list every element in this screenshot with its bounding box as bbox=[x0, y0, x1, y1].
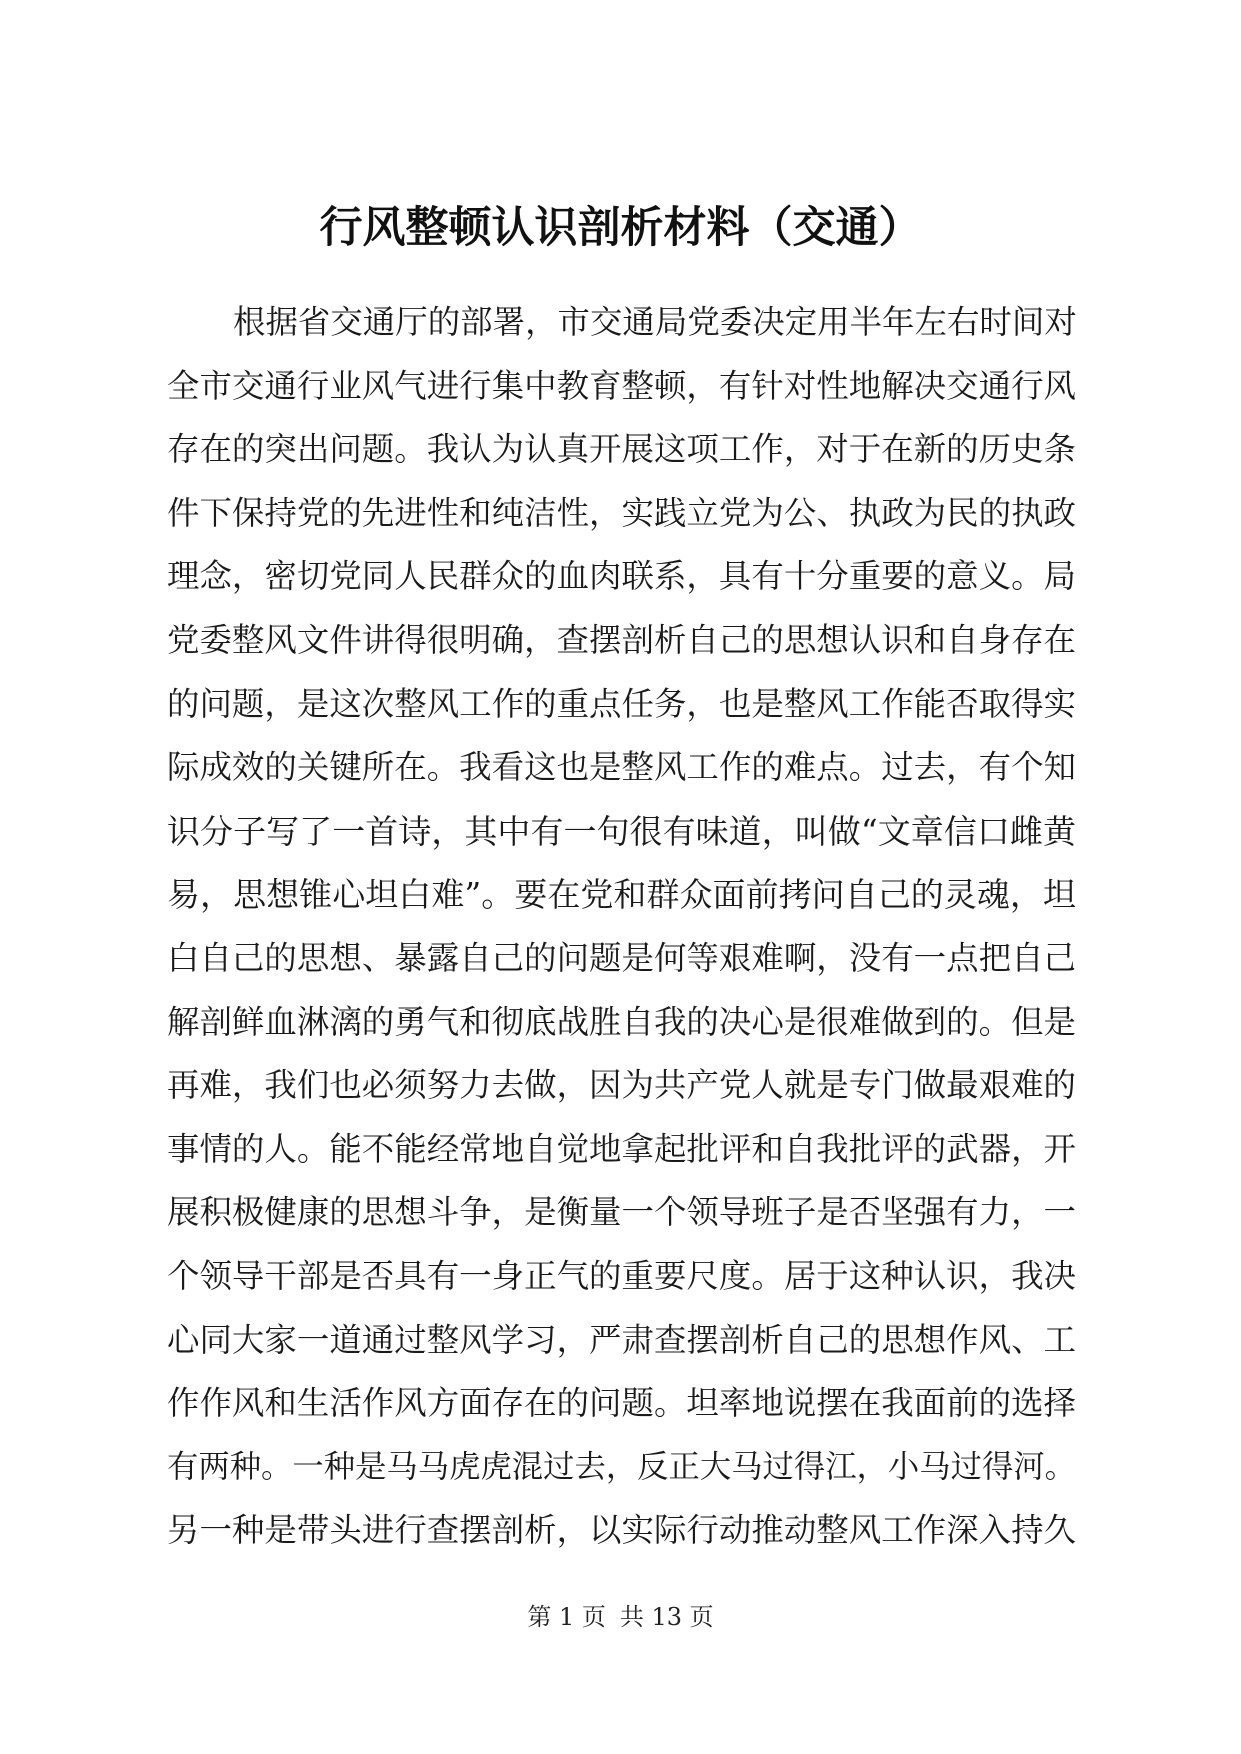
body-line: 易，思想锥心坦白难”。要在党和群众面前拷问自己的灵魂，坦 bbox=[167, 875, 1076, 915]
body-line: 个领导干部是否具有一身正气的重要尺度。居于这种认识，我决 bbox=[167, 1256, 1076, 1295]
page-footer bbox=[0, 1601, 1241, 1633]
body-line: 有两种。一种是马马虎虎混过去，反正大马过得江，小马过得河。 bbox=[167, 1448, 1076, 1485]
document-title: 行风整顿认识剖析材料（交通） bbox=[319, 203, 922, 253]
body-line: 件下保持党的先进性和纯洁性，实践立党为公、执政为民的执政 bbox=[167, 493, 1076, 532]
body-line: 展积极健康的思想斗争，是衡量一个领导班子是否坚强有力，一 bbox=[167, 1193, 1076, 1232]
body-line: 解剖鲜血淋漓的勇气和彻底战胜自我的决心是很难做到的。但是 bbox=[167, 1002, 1076, 1041]
body-line: 作作风和生活作风方面存在的问题。坦率地说摆在我面前的选择 bbox=[167, 1384, 1076, 1423]
page-number-total: 共 13 页 bbox=[619, 1603, 714, 1631]
body-line: 白自己的思想、暴露自己的问题是何等艰难啊，没有一点把自己 bbox=[167, 938, 1076, 977]
body-line: 再难，我们也必须努力去做，因为共产党人就是专门做最艰难的 bbox=[167, 1066, 1076, 1105]
body-line: 的问题，是这次整风工作的重点任务，也是整风工作能否取得实 bbox=[167, 684, 1076, 723]
page-number-current: 第 1 页 bbox=[527, 1603, 606, 1631]
body-line: 事情的人。能不能经常地自觉地拿起批评和自我批评的武器，开 bbox=[167, 1129, 1076, 1168]
document-body bbox=[167, 291, 1076, 1563]
body-line: 识分子写了一首诗，其中有一句很有味道，叫做“文章信口雌黄 bbox=[167, 811, 1076, 851]
body-line: 理念，密切党同人民群众的血肉联系，具有十分重要的意义。局 bbox=[167, 557, 1076, 596]
body-line: 党委整风文件讲得很明确，查摆剖析自己的思想认识和自身存在 bbox=[167, 620, 1076, 659]
body-line: 全市交通行业风气进行集中教育整顿，有针对性地解决交通行风 bbox=[167, 366, 1076, 405]
body-line: 心同大家一道通过整风学习，严肃查摆剖析自己的思想作风、工 bbox=[167, 1320, 1076, 1359]
body-line: 存在的突出问题。我认为认真开展这项工作，对于在新的历史条 bbox=[167, 430, 1076, 469]
body-line: 际成效的关键所在。我看这也是整风工作的难点。过去，有个知 bbox=[167, 748, 1076, 787]
body-line: 另一种是带头进行查摆剖析，以实际行动推动整风工作深入持久 bbox=[167, 1511, 1076, 1550]
body-line: 根据省交通厅的部署，市交通局党委决定用半年左右时间对 bbox=[233, 303, 1077, 341]
